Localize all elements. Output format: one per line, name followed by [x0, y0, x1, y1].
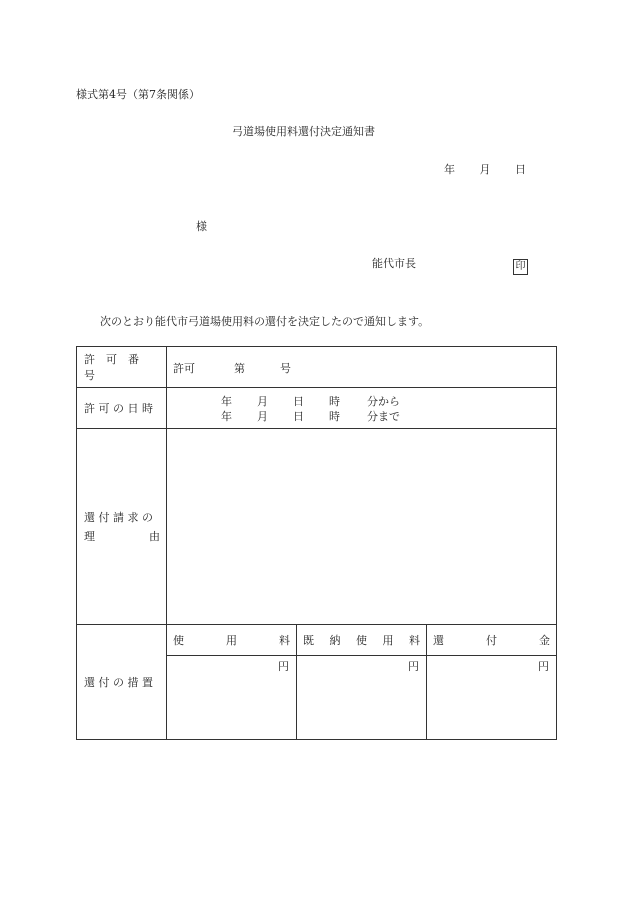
to-minute: 分まで [367, 410, 400, 423]
from-minute: 分から [367, 395, 400, 408]
permit-go: 号 [280, 362, 291, 375]
paid-fee-field[interactable] [297, 656, 427, 740]
issuer: 能代市長 [372, 257, 416, 270]
from-day: 日 [293, 395, 304, 408]
refund-form-table [76, 346, 557, 740]
to-hour: 時 [329, 410, 340, 423]
permit-datetime-label: 許 可 の 日 時 [84, 402, 153, 415]
from-month: 月 [257, 395, 268, 408]
date-line [444, 161, 526, 177]
refund-measure-label: 還 付 の 措 置 [84, 676, 153, 689]
permit-prefix: 許可 [173, 362, 195, 375]
to-month: 月 [257, 410, 268, 423]
paid-fee-unit: 円 [408, 660, 419, 673]
to-year: 年 [221, 410, 232, 423]
reason-label-line1: 還 付 請 求 の [84, 511, 153, 524]
datetime-row-from [221, 393, 399, 407]
date-month: 月 [479, 163, 491, 176]
intro-text: 次のとおり能代市弓道場使用料の還付を決定したので通知します。 [100, 315, 430, 328]
from-hour: 時 [329, 395, 340, 408]
datetime-row-to [221, 408, 399, 422]
seal-mark [513, 254, 528, 275]
permit-datetime-row [77, 388, 557, 429]
date-day: 日 [515, 163, 526, 176]
permit-number-row [77, 347, 557, 388]
reason-label [77, 509, 166, 544]
refund-measure-header-row [77, 625, 557, 656]
usage-fee-unit: 円 [278, 660, 289, 673]
refund-amount-field[interactable] [427, 656, 557, 740]
from-year: 年 [221, 395, 232, 408]
col-usage-fee-header: 使 用 料 [173, 634, 290, 647]
reason-field[interactable] [167, 429, 557, 625]
document-title: 弓道場使用料還付決定通知書 [232, 125, 375, 138]
col-paid-fee-header: 既 納 使 用 料 [303, 634, 420, 647]
to-day: 日 [293, 410, 304, 423]
usage-fee-field[interactable] [167, 656, 297, 740]
seal-text: 印 [513, 259, 528, 275]
permit-number-label: 許 可 番 号 [84, 353, 150, 382]
form-number: 様式第4号（第7条関係） [76, 88, 200, 101]
date-year: 年 [444, 163, 455, 176]
reason-row [77, 429, 557, 625]
refund-amount-unit: 円 [538, 660, 550, 673]
col-refund-amount-header: 還 付 金 [433, 634, 550, 647]
reason-label-line2: 理 由 [84, 530, 160, 543]
permit-dai: 第 [234, 362, 245, 375]
addressee-suffix: 様 [196, 220, 207, 233]
